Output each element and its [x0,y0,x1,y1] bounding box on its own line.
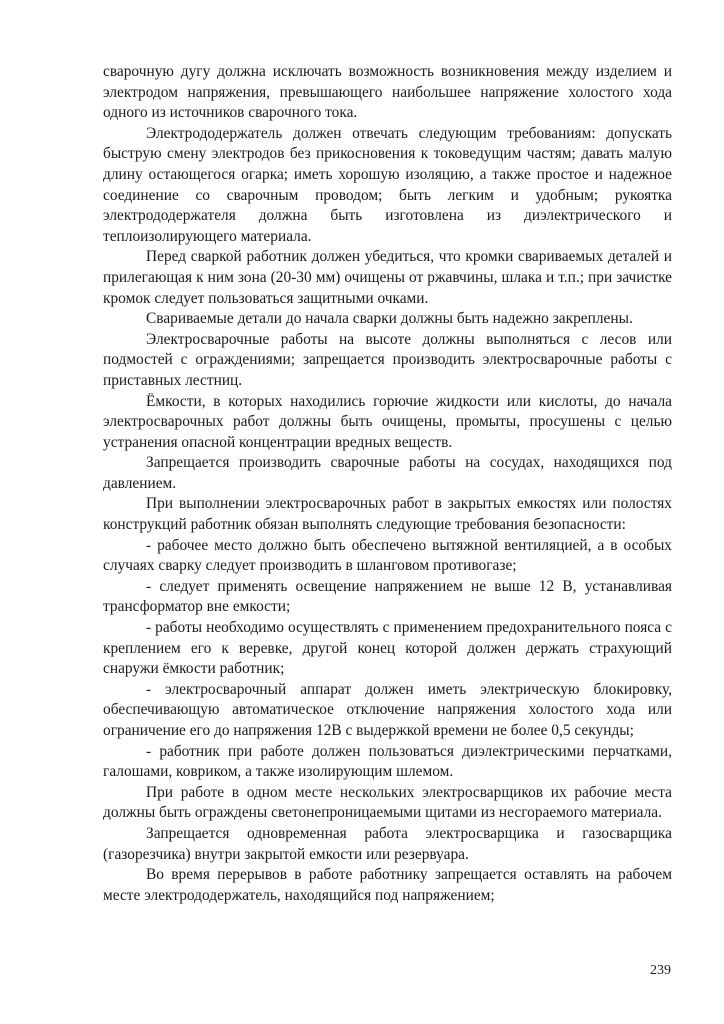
paragraph-simultaneous-work: Запрещается одновременная работа электросварщика и газосварщика (газорезчика) внутри закрытой емкости или резервуара. [103,824,672,863]
list-item-ventilation: - рабочее место должно быть обеспечено вытяжной вентиляцией, а в особых случаях сварку следует производить в шланговом противогазе; [103,536,672,575]
paragraph-closed-containers: При выполнении электросварочных работ в закрытых емкостях или полостях конструкций работник обязан выполнять следующие требования безопасности: [103,495,672,534]
page-number: 239 [650,963,671,978]
paragraph-parts-fixing: Свариваемые детали до начала сварки должны быть надежно закреплены. [146,310,633,328]
paragraph-height-work: Электросварочные работы на высоте должны выполняться с лесов или подмостей с ограждениями; запрещается производить электросварочные работы с приставных лестниц. [103,330,672,389]
list-item-dielectric-equipment: - работник при работе должен пользоваться диэлектрическими перчатками, галошами, ковриком, а также изолирующим шлемом. [103,742,672,781]
paragraph-containers: Ёмкости, в которых находились горючие жидкости или кислоты, до начала электросварочных работ должны быть очищены, промыты, просушены с целью устранения опасной концентрации вредных веществ. [103,392,672,451]
paragraph-breaks: Во время перерывов в работе работнику запрещается оставлять на рабочем месте электрододержатель, находящийся под напряжением; [103,866,672,904]
paragraph-edge-cleaning: Перед сваркой работник должен убедиться, что кромки свариваемых деталей и прилегающая к ним зона (20-30 мм) очищены от ржавчины, шлака и т.п.; при зачистке кромок следует пользоваться защитными очками. [103,248,672,307]
list-item-lighting: - следует применять освещение напряжением не выше 12 В, устанавливая трансформатор вне емкости; [103,577,672,616]
list-item-interlock: - электросварочный аппарат должен иметь электрическую блокировку, обеспечивающую автоматическое отключение напряжения холостого хода или ограничение его до напряжения 12В с выдержкой времени не более 0,5 секунды; [103,680,672,739]
list-item-safety-belt: - работы необходимо осуществлять с применением предохранительного пояса с креплением его к веревке, другой конец которой должен держать страхующий снаружи ёмкости работник; [103,619,672,678]
paragraph-screens: При работе в одном месте нескольких электросварщиков их рабочие места должны быть ограждены светонепроницаемыми щитами из несгораемого материала. [103,783,672,822]
paragraph-electrode-holder-requirements: Электрододержатель должен отвечать следующим требованиям: допускать быструю смену электродов без прикосновения к токоведущим частям; давать малую длину остающегося огарка; иметь хорошую изоляцию, а также простое и надежное соединение со сварочным проводом; быть легким и удобным; рукоятка электрододержателя должна быть изготовлена из диэлектрического и теплоизолирующего материала. [103,124,672,245]
paragraph-pressure-vessels: Запрещается производить сварочные работы на сосудах, находящихся под давлением. [103,454,672,492]
paragraph-continuation: сварочную дугу должна исключать возможность возникновения между изделием и электродом напряжения, превышающего наибольшее напряжение холостого хода одного из источников сварочного тока. [103,63,672,122]
document-body [103,62,672,906]
